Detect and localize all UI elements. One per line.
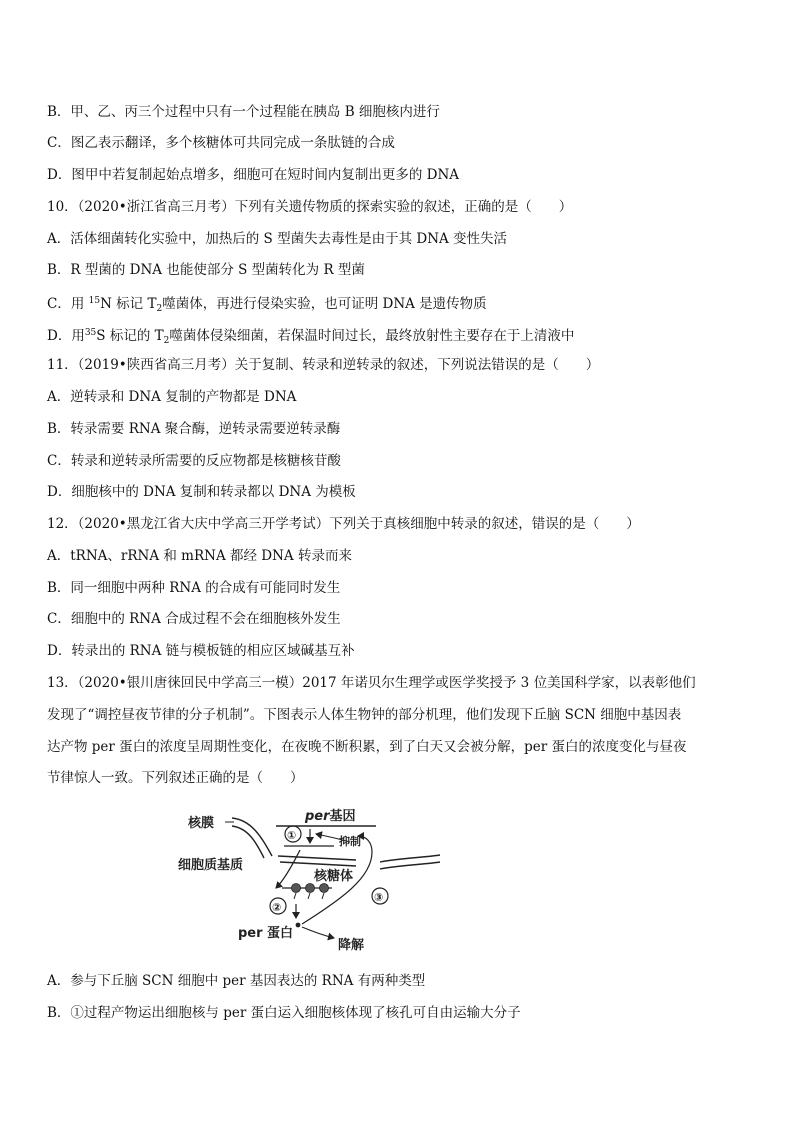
- q11-option-c: C．转录和逆转录所需要的反应物都是核糖核苷酸: [47, 453, 341, 469]
- nuclear-membrane-right-lower: [380, 862, 440, 869]
- q10-c-isotope: 15: [88, 296, 101, 306]
- peptide-2: [308, 893, 310, 899]
- q10-c-prefix: C．用: [47, 296, 89, 312]
- nuclear-membrane-right-upper: [380, 855, 440, 862]
- inhibit-arrow: [316, 834, 350, 842]
- q13-stem-line-2: 发现了“调控昼夜节律的分子机制”。下图表示人体生物钟的部分机理，他们发现下丘脑 SCN 细胞中基因表: [47, 707, 682, 723]
- q10-d-middle: S 标记的 T: [96, 328, 164, 344]
- step1-circle: [285, 826, 301, 842]
- q10-option-a: A．活体细菌转化实验中，加热后的 S 型菌失去毒性是由于其 DNA 变性失活: [47, 231, 508, 247]
- per-protein-dot: [296, 923, 301, 928]
- q9-option-d: D．图甲中若复制起始点增多，细胞可在短时间内复制出更多的 DNA: [47, 167, 459, 183]
- q11-option-a: A．逆转录和 DNA 复制的产物都是 DNA: [47, 389, 297, 405]
- degradation-arrow: [302, 927, 334, 938]
- nuclear-import-curve: [302, 836, 372, 924]
- q9-option-c: C．图乙表示翻译，多个核糖体可共同完成一条肽链的合成: [47, 135, 395, 151]
- label-per-protein: per 蛋白: [238, 926, 294, 941]
- nuclear-membrane-lower-left: [232, 826, 264, 858]
- nuclear-membrane-upper-left: [232, 818, 272, 856]
- label-per-gene-suffix: 基因: [329, 809, 356, 824]
- q10-option-b: B．R 型菌的 DNA 也能使部分 S 型菌转化为 R 型菌: [47, 262, 365, 278]
- label-cytoplasm: 细胞质基质: [178, 858, 244, 873]
- q10-option-c: [47, 292, 487, 318]
- step3-circle: [372, 888, 388, 904]
- peptide-3: [322, 893, 324, 899]
- q12-stem: 12．（2020•黑龙江省大庆中学高三开学考试）下列关于真核细胞中转录的叙述，错误的是（ ）: [47, 516, 640, 532]
- q13-stem-line-1: 13．（2020•银川唐徕回民中学高三一模）2017 年诺贝尔生理学或医学奖授予 3 位美国科学家，以表彰他们: [47, 675, 696, 691]
- q12-option-b: B．同一细胞中两种 RNA 的合成有可能同时发生: [47, 580, 341, 596]
- nuclear-membrane-left-segment: [280, 862, 356, 866]
- q11-stem: 11．（2019•陕西省高三月考）关于复制、转录和逆转录的叙述，下列说法错误的是（ ）: [47, 357, 600, 373]
- label-per-gene: [304, 808, 356, 824]
- label-step1: ①: [287, 829, 297, 842]
- label-ribosome: 核糖体: [314, 869, 354, 884]
- label-degrade: 降解: [338, 938, 365, 953]
- q10-d-suffix: 噬菌体侵染细菌，若保温时间过长，最终放射性主要存在于上清液中: [169, 328, 575, 344]
- q13-option-b: B．①过程产物运出细胞核与 per 蛋白运入细胞核体现了核孔可自由运输大分子: [47, 1005, 521, 1021]
- label-step3: ③: [374, 891, 384, 904]
- label-inhibit: 抑制: [339, 835, 361, 848]
- q10-d-subscript: 2: [163, 336, 170, 346]
- q12-option-c: C．细胞中的 RNA 合成过程不会在细胞核外发生: [47, 611, 341, 627]
- q13-stem-line-3: 达产物 per 蛋白的浓度呈周期性变化，在夜晚不断积累，到了白天又会被分解，per 蛋白的浓度变化与昼夜: [47, 739, 687, 755]
- q10-c-middle: N 标记 T: [100, 296, 157, 312]
- ribosome-2: [306, 884, 315, 893]
- q13-option-a: A．参与下丘脑 SCN 细胞中 per 基因表达的 RNA 有两种类型: [47, 973, 426, 989]
- q12-option-a: A．tRNA、rRNA 和 mRNA 都经 DNA 转录而来: [47, 548, 352, 564]
- q12-option-d: D．转录出的 RNA 链与模板链的相应区域碱基互补: [47, 643, 355, 659]
- label-per-gene-italic: per: [305, 809, 330, 824]
- q10-c-subscript: 2: [156, 304, 163, 314]
- mrna-export-arrow: [276, 850, 300, 888]
- q10-c-suffix: 噬菌体，再进行侵染实验，也可证明 DNA 是遗传物质: [162, 296, 487, 312]
- q13-stem-line-4: 节律惊人一致。下列叙述正确的是（ ）: [47, 770, 304, 786]
- q10-d-prefix: D．用: [47, 328, 85, 344]
- q10-stem: 10．（2020•浙江省高三月考）下列有关遗传物质的探索实验的叙述，正确的是（ ）: [47, 199, 573, 215]
- label-nuclear-membrane: 核膜: [188, 816, 215, 831]
- q11-option-b: B．转录需要 RNA 聚合酶，逆转录需要逆转录酶: [47, 421, 341, 437]
- ribosome-3: [320, 884, 329, 893]
- q9-option-b: B．甲、乙、丙三个过程中只有一个过程能在胰岛 B 细胞核内进行: [47, 104, 440, 120]
- q11-option-d: D．细胞核中的 DNA 复制和转录都以 DNA 为模板: [47, 484, 356, 500]
- q10-option-d: [47, 324, 574, 350]
- ribosome-1: [292, 884, 301, 893]
- q10-d-isotope: 35: [84, 328, 97, 338]
- peptide-1: [294, 893, 296, 899]
- nuclear-membrane-left-segment-2: [278, 856, 356, 860]
- step2-circle: [270, 898, 286, 914]
- label-step2: ②: [272, 901, 282, 914]
